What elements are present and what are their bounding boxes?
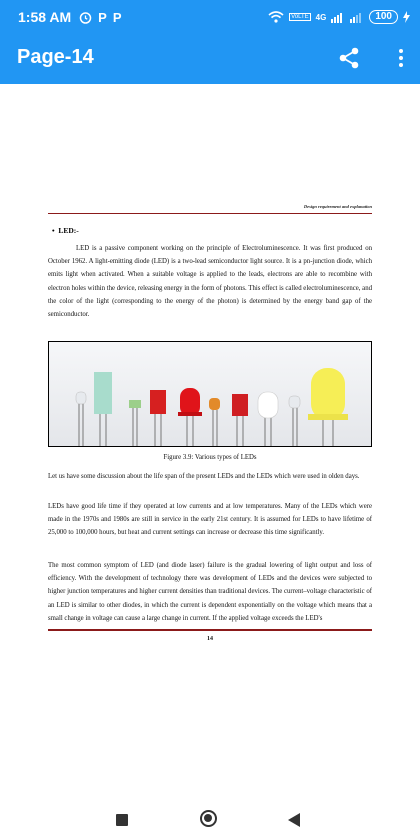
footer-rule [48,629,372,631]
wifi-icon [268,11,284,23]
system-icons [268,0,410,34]
status-bar [0,0,420,34]
notification-icons [79,10,121,25]
share-icon[interactable] [336,45,362,71]
p-icon: P [112,9,122,25]
volte-badge: VoLTE [291,14,309,20]
figure-caption: Figure 3.9: Various types of LEDs [163,454,257,461]
header-rule [48,213,372,214]
page-number: 14 [207,636,213,642]
more-vert-icon[interactable] [394,45,408,71]
paragraph-failure: The most common symptom of LED (and diode laser) failure is the gradual lowering of light output and loss of efficiency. With the development of technology there was development of LEDs and the devices were subjected to higher junction temperatures and higher current densities than traditional devices. The current–voltage characteristic of an LED is similar to other diodes, in which the current is dependent exponentially on the voltage which means that a small change in voltage can cause a large change in current. If the applied voltage exceeds the LED's [48,562,372,622]
home-icon[interactable] [200,810,217,827]
alarm-icon [79,11,92,24]
page-title: Page-14 [17,46,94,68]
led-photo [49,342,371,446]
status-time: 1:58 AM [18,9,72,25]
navigation-bar [0,800,420,840]
led-figure [48,341,372,447]
section-title: LED:- [58,226,79,235]
document-page[interactable] [0,84,420,800]
running-head: Design requirement and explanation [303,204,372,209]
network-type: 4G [315,12,327,22]
back-icon[interactable] [288,813,300,827]
app-bar [0,34,420,84]
recents-icon[interactable] [116,814,128,826]
paragraph-intro: LED is a passive component working on the principle of Electroluminescence. It was first produced on October 1962. A light-emitting diode (LED) is a two-lead semiconductor light source. It is a pn-junction diode, which emits light when activated. When a suitable voltage is applied to the leads, electrons are able to recombine with electron holes within the device, releasing energy in the form of photons. This effect is called electroluminescence, and the color of the light (corresponding to the energy of the photon) is determined by the energy band gap of the semiconductor. [48,245,372,319]
signal-icon [331,11,345,23]
section-heading [52,226,79,235]
charging-icon [403,11,410,23]
paragraph-lifetime: LEDs have good life time if they operated at low currents and at low temperatures. Many of the LEDs which were made in the 1970s and 1980s are still in service in the early 21st century. It is assumed for LEDs to have lifetime of 25,000 to 100,000 hours, but heat and current settings can increase or decrease this time significantly. [48,503,372,537]
signal-icon [350,11,364,23]
bullet-icon: • [52,226,59,235]
p-icon: P [98,9,107,25]
battery-indicator: 100 [369,10,398,24]
paragraph-lifespan-intro: Let us have some discussion about the life span of the present LEDs and the LEDs which were used in olden days. [48,473,360,480]
